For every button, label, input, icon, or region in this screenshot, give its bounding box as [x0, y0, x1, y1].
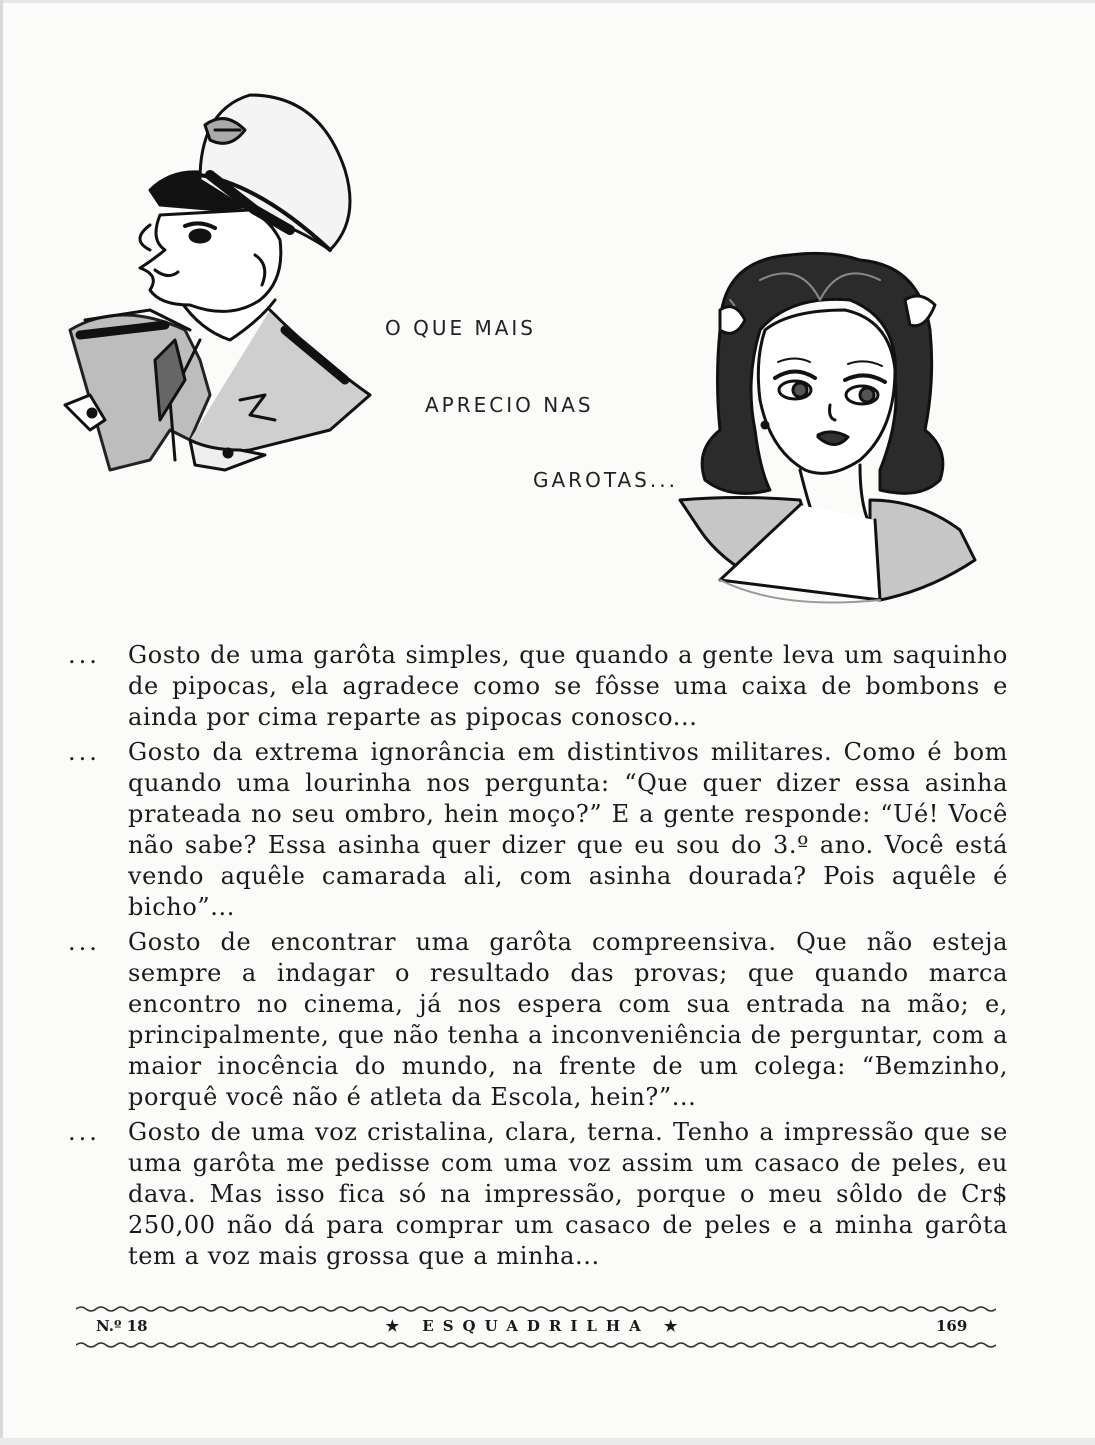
page-footer — [76, 1305, 996, 1355]
paragraph-text: Gosto de uma garôta simples, que quando a gente leva um saquinho de pipocas, ela agradece como se fôsse uma caixa de bombons e ainda por cima reparte as pipocas conosco... — [128, 641, 1008, 731]
paragraph — [68, 927, 1008, 1113]
page-edge — [0, 1438, 1095, 1445]
illustration — [0, 0, 1095, 620]
paragraph — [68, 640, 1008, 733]
paragraph — [68, 1117, 1008, 1272]
paragraph-text: Gosto de encontrar uma garôta compreensiva. Que não esteja sempre a indagar o resultado das provas; que quando marca encontro no cinema, já nos espera com sua entrada na mão; e, principalmente, que não tenha a inconveniência de perguntar, com a maior inocência do mundo, na frente de um colega: “Bemzinho, porquê você não é atleta da Escola, hein?”... — [128, 928, 1008, 1111]
caption-line-3: GAROTAS... — [533, 468, 678, 492]
issue-number: N.º 18 — [96, 1317, 148, 1335]
page-number: 169 — [936, 1317, 968, 1335]
paragraph-text: Gosto de uma voz cristalina, clara, terna. Tenho a impressão que se uma garôta me pedisse com uma voz assim um casaco de peles, eu dava. Mas isso fica só na impressão, porque o meu sôldo de Cr$ 250,00 não dá para comprar um casaco de peles e a minha garôta tem a voz mais grossa que a minha... — [128, 1118, 1008, 1270]
ellipsis-lead: ... — [68, 738, 100, 766]
ellipsis-lead: ... — [68, 641, 100, 669]
paragraph-text: Gosto da extrema ignorância em distintivos militares. Como é bom quando uma lourinha nos pergunta: “Que quer dizer essa asinha prateada no seu ombro, hein moço?” E a gente responde: “Ué! Você não sabe? Essa asinha quer dizer que eu sou do 3.º ano. Você está vendo aquêle camarada ali, com asinha dourada? Pois aquêle é bicho”... — [128, 738, 1008, 921]
magazine-name: ★ ESQUADRILHA ★ — [385, 1317, 687, 1335]
wavy-rule — [76, 1305, 996, 1313]
ellipsis-lead: ... — [68, 1118, 100, 1146]
wavy-rule — [76, 1341, 996, 1349]
ellipsis-lead: ... — [68, 928, 100, 956]
article-body — [68, 640, 1008, 1276]
caption-line-2: APRECIO NAS — [425, 393, 594, 417]
caption-line-1: O QUE MAIS — [385, 316, 537, 340]
paragraph — [68, 737, 1008, 923]
cadet-illustration — [65, 95, 370, 470]
girl-illustration — [680, 253, 975, 602]
